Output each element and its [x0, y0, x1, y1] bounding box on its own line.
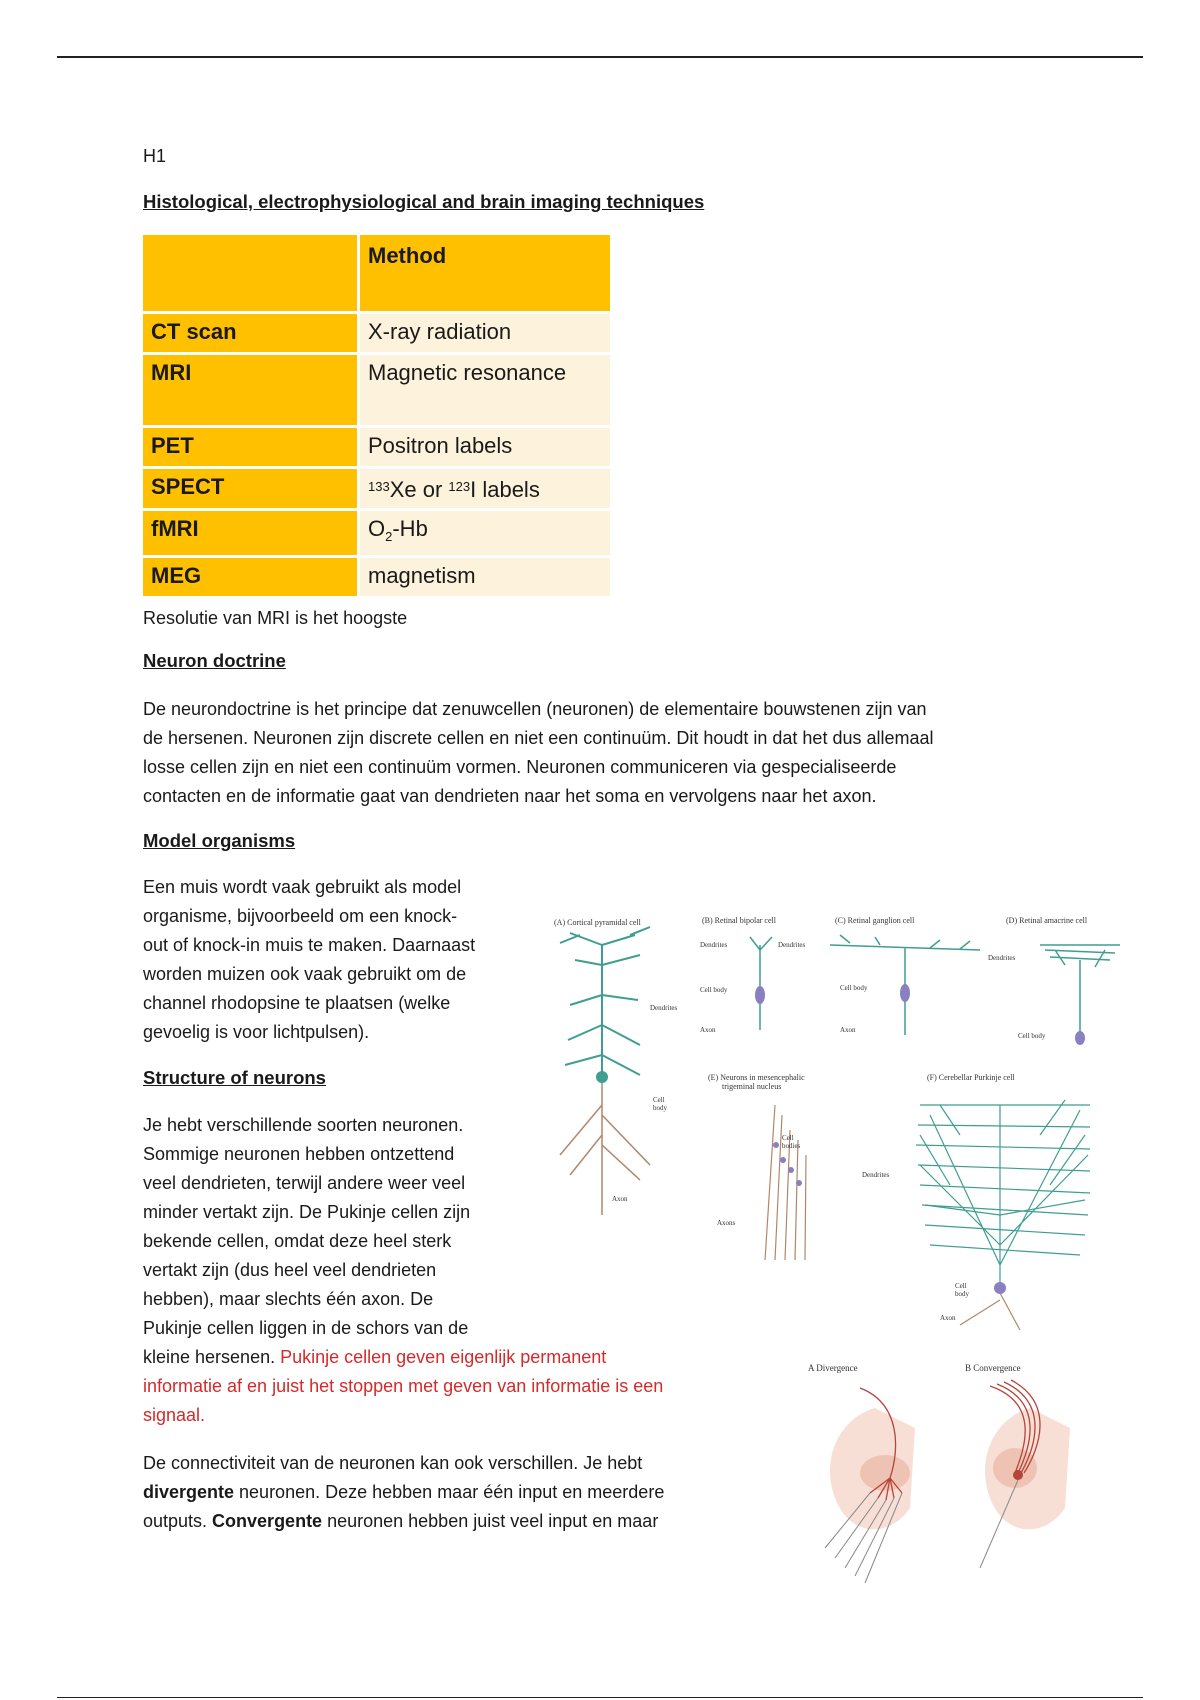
connectivity-paragraph	[143, 1449, 783, 1536]
label-dendrites: Dendrites	[862, 1171, 890, 1179]
paragraph-line: Pukinje cellen liggen in de schors van de	[143, 1318, 469, 1338]
method-text: Xe or	[389, 477, 449, 502]
method-text: -Hb	[392, 516, 428, 541]
highlighted-text: Pukinje cellen geven eigenlijk permanent	[280, 1347, 607, 1367]
label-cell-body: Cell body	[700, 986, 728, 994]
figure-label-f: (F) Cerebellar Purkinje cell	[927, 1073, 1015, 1082]
pyramidal-cell-axon	[560, 1080, 650, 1215]
label-dendrites: Dendrites	[778, 941, 806, 949]
paragraph-line: worden muizen ook vaak gebruikt om de	[143, 964, 467, 984]
paragraph-line: De connectiviteit van de neuronen kan ook verschillen. Je hebt	[143, 1453, 643, 1473]
label-axon: Axon	[940, 1314, 956, 1322]
amacrine-cell-body	[1075, 1031, 1085, 1045]
label-body: body	[653, 1104, 667, 1112]
row-method: X-ray radiation	[360, 314, 610, 355]
bipolar-cell	[750, 937, 772, 1030]
text-span: outputs.	[143, 1511, 213, 1531]
label-cell-body: Cell body	[1018, 1032, 1046, 1040]
purkinje-bounds	[915, 1093, 1090, 1293]
section-title-model-organisms: Model organisms	[143, 830, 296, 851]
row-method	[360, 511, 610, 558]
paragraph-line: Sommige neuronen hebben ontzettend	[143, 1144, 455, 1164]
label-axons: Axons	[717, 1219, 736, 1227]
pyramidal-cell-dendrites	[560, 927, 650, 1075]
paragraph-line: channel rhodopsine te plaatsen (welke	[143, 993, 451, 1013]
label-axon: Axon	[700, 1026, 716, 1034]
paragraph-line: losse cellen zijn en niet een continuüm vormen. Neuronen communiceren via gespecialiseerde	[143, 757, 897, 777]
table-row	[143, 314, 610, 355]
text-span: neuronen hebben juist veel input en maar	[322, 1511, 659, 1531]
paragraph-line: Een muis wordt vaak gebruikt als model	[143, 877, 462, 897]
label-body: body	[955, 1290, 969, 1298]
section-title-neuron-doctrine: Neuron doctrine	[143, 650, 286, 671]
footer-rule	[57, 1697, 1143, 1698]
row-label: CT scan	[143, 314, 360, 355]
table-header-row	[143, 235, 610, 314]
figure-label-e1: (E) Neurons in mesencephalic	[708, 1073, 805, 1082]
text-span: neuronen. Deze hebben maar één input en meerdere	[234, 1482, 665, 1502]
row-method: magnetism	[360, 558, 610, 599]
neuron-types-figure	[550, 905, 1130, 1335]
label-cell: Cell	[653, 1096, 665, 1104]
bipolar-cell-body	[755, 986, 765, 1004]
superscript: 133	[368, 479, 390, 494]
figure-label-e2: trigeminal nucleus	[722, 1082, 782, 1091]
convergent-cell-body	[1013, 1470, 1023, 1480]
mri-note: Resolutie van MRI is het hoogste	[143, 608, 408, 628]
row-label: MEG	[143, 558, 360, 599]
purkinje-axon	[960, 1293, 1020, 1330]
highlighted-text: signaal.	[143, 1405, 206, 1425]
header-rule	[57, 56, 1143, 58]
connectivity-figure	[790, 1348, 1090, 1600]
table-row	[143, 428, 610, 469]
method-text: I labels	[470, 477, 540, 502]
table-row	[143, 511, 610, 558]
row-label: fMRI	[143, 511, 360, 558]
row-label: MRI	[143, 355, 360, 428]
table-row	[143, 469, 610, 511]
ganglion-cell-body	[900, 984, 910, 1002]
paragraph-line: hebben), maar slechts één axon. De	[143, 1289, 434, 1309]
table-row	[143, 558, 610, 599]
label-cell-bodies: bodies	[782, 1142, 801, 1150]
row-method	[360, 469, 610, 511]
model-organisms-paragraph	[143, 873, 543, 1047]
convergence-label: B Convergence	[965, 1363, 1021, 1373]
row-method: Magnetic resonance	[360, 355, 610, 428]
paragraph-line: De neurondoctrine is het principe dat zenuwcellen (neuronen) de elementaire bouwstenen zijn van	[143, 699, 927, 719]
divergence-label: A Divergence	[808, 1363, 858, 1373]
method-text: O	[368, 516, 386, 541]
paragraph-line: organisme, bijvoorbeeld om een knock-	[143, 906, 458, 926]
row-label: SPECT	[143, 469, 360, 511]
paragraph-line: veel dendrieten, terwijl andere weer veel	[143, 1173, 466, 1193]
paragraph-line	[143, 1507, 783, 1536]
section-title-structure: Structure of neurons	[143, 1067, 326, 1088]
label-cell-body: Cell body	[840, 984, 868, 992]
amacrine-cell	[1040, 945, 1120, 1035]
paragraph-line: minder vertakt zijn. De Pukinje cellen zijn	[143, 1202, 471, 1222]
methods-table	[143, 235, 610, 599]
table-header-method: Method	[360, 235, 610, 314]
label-axon: Axon	[612, 1195, 628, 1203]
label-cell: Cell	[955, 1282, 967, 1290]
text-span: kleine hersenen.	[143, 1347, 281, 1367]
paragraph-line: de hersenen. Neuronen zijn discrete cellen en niet een continuüm. Dit houdt in dat het dus allemaal	[143, 728, 934, 748]
chapter-label: H1	[143, 146, 167, 166]
bold-term: divergente	[143, 1482, 235, 1502]
label-axon: Axon	[840, 1026, 856, 1034]
figure-label-a: (A) Cortical pyramidal cell	[554, 918, 641, 927]
pyramidal-cell-body	[596, 1071, 608, 1083]
row-method: Positron labels	[360, 428, 610, 469]
paragraph-line: out of knock-in muis te maken. Daarnaast	[143, 935, 476, 955]
highlighted-text: informatie af en juist het stoppen met geven van informatie is een	[143, 1376, 664, 1396]
neuron-doctrine-paragraph	[143, 695, 1103, 811]
row-label: PET	[143, 428, 360, 469]
paragraph-line: contacten en de informatie gaat van dendrieten naar het soma en vervolgens naar het axon.	[143, 786, 877, 806]
figure-label-d: (D) Retinal amacrine cell	[1006, 916, 1088, 925]
superscript: 123	[448, 479, 471, 494]
paragraph-line: gevoelig is voor lichtpulsen).	[143, 1022, 370, 1042]
purkinje-dendrites	[916, 1100, 1090, 1285]
bold-term: Convergente	[212, 1511, 323, 1531]
label-cell-bodies: Cell	[782, 1134, 794, 1142]
label-dendrites: Dendrites	[650, 1004, 678, 1012]
figure-label-c: (C) Retinal ganglion cell	[835, 916, 915, 925]
section-title-techniques: Histological, electrophysiological and brain imaging techniques	[143, 191, 705, 212]
figure-label-b: (B) Retinal bipolar cell	[702, 916, 776, 925]
paragraph-line: bekende cellen, omdat deze heel sterk	[143, 1231, 452, 1251]
paragraph-line: Je hebt verschillende soorten neuronen.	[143, 1115, 464, 1135]
label-dendrites: Dendrites	[988, 954, 1016, 962]
paragraph-line: vertakt zijn (dus heel veel dendrieten	[143, 1260, 437, 1280]
label-dendrites: Dendrites	[700, 941, 728, 949]
paragraph-line	[143, 1478, 783, 1507]
table-header-empty	[143, 235, 360, 314]
purkinje-cell-body	[994, 1282, 1006, 1294]
paragraph-line	[143, 1343, 763, 1372]
table-row	[143, 355, 610, 428]
subscript: 2	[385, 529, 393, 544]
